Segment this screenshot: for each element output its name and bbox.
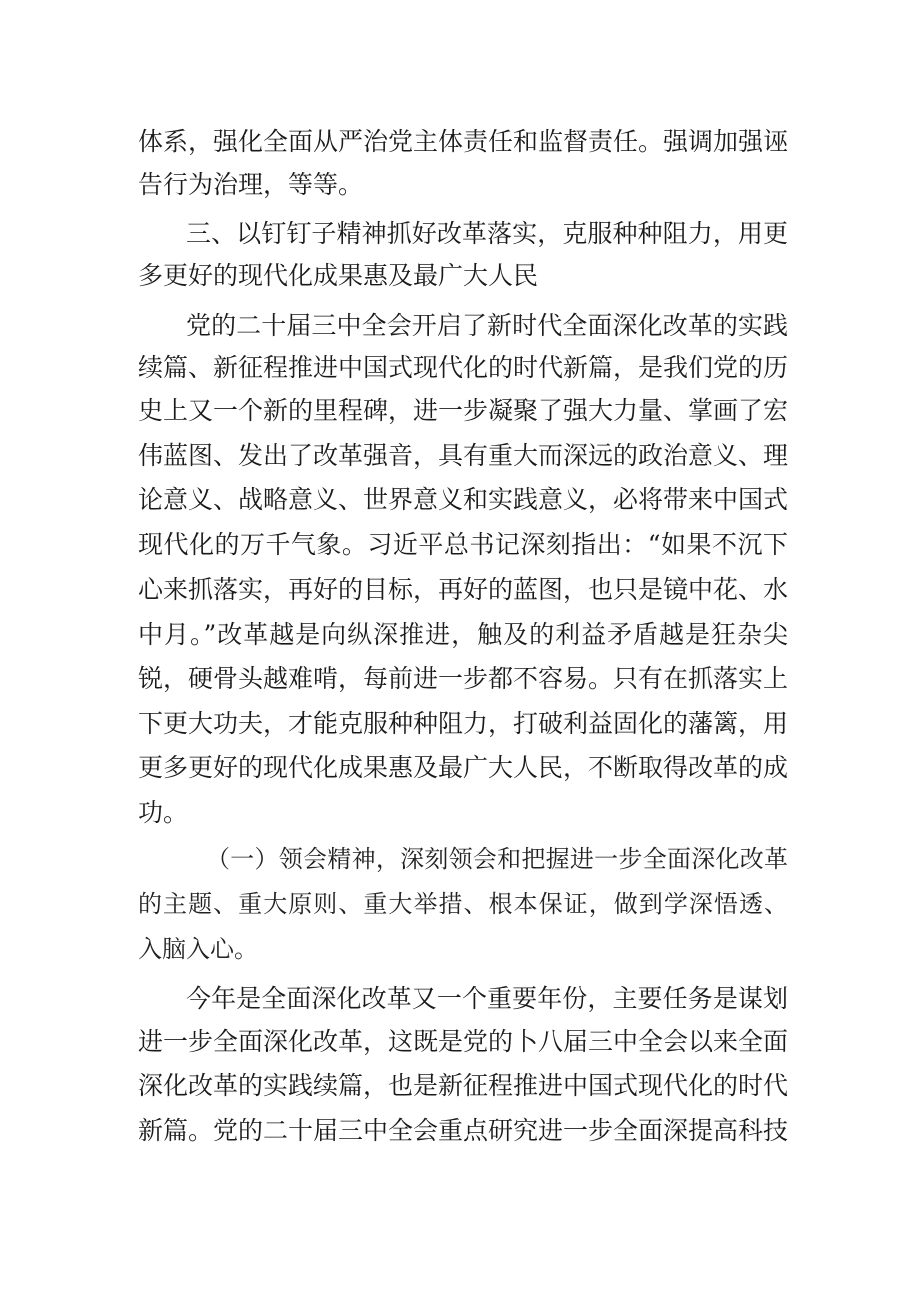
paragraph-line: 中月。”改革越是向纵深推进，触及的利益矛盾越是狂杂尖 [138, 620, 788, 649]
section-heading-line: 多更好的现代化成果惠及最广大人民 [138, 261, 539, 290]
paragraph-line: 史上又一个新的里程碑，进一步凝聚了强大力量、掌画了宏 [138, 396, 789, 425]
section-heading-line: 三、以钉钉子精神抓好改革落实，克服种种阻力，用更 [186, 219, 788, 248]
paragraph-line: 更多更好的现代化成果惠及最广大人民，不断取得改革的成 [138, 753, 789, 782]
paragraph-line: 续篇、新征程推进中国式现代化的时代新篇，是我们党的历 [138, 353, 789, 382]
paragraph-line: 新篇。党的二十届三中全会重点研究进一步全面深提高科技 [138, 1116, 789, 1145]
subheading-line: 的主题、重大原则、重大举措、根本保证，做到学深悟透、 [138, 890, 788, 918]
paragraph-line: 深化改革的实践续篇，也是新征程推进中国式现代化的时代 [138, 1071, 789, 1100]
paragraph-line: 党的二十届三中全会开启了新时代全面深化改革的实践 [186, 311, 788, 340]
paragraph-line: 功。 [138, 798, 189, 827]
body-text-line: 体系，强化全面从严治党主体责任和监督责任。强调加强诬 [138, 127, 789, 156]
paragraph-line: 现代化的万千气象。习近平总书记深刻指出：“如果不沉下 [138, 530, 788, 559]
paragraph-line: 论意义、战略意义、世界意义和实践意义，必将带来中国式 [138, 485, 789, 514]
paragraph-line: 心来抓落实，再好的目标，再好的蓝图，也只是镜中花、水 [138, 575, 789, 604]
paragraph-line: 进一步全面深化改革，这既是党的卜八届三中全会以来全面 [138, 1027, 789, 1056]
subheading-line: 入脑入心。 [138, 935, 258, 963]
paragraph-line: 下更大功夫，才能克服种种阻力，打破利益固化的藩篱，用 [138, 709, 789, 738]
paragraph-line: 锐，硬骨头越难啃，每前进一步都不容易。只有在抓落实上 [138, 664, 789, 693]
paragraph-line: 今年是全面深化改革又一个重要年份，主要任务是谋划 [186, 984, 788, 1013]
body-text-line: 告行为治理，等等。 [138, 170, 364, 199]
subheading-line: （一）领会精神，深刻领会和把握进一步全面深化改革 [206, 845, 788, 873]
paragraph-line: 伟蓝图、发出了改革强音，具有重大而深远的政治意义、理 [138, 441, 789, 470]
